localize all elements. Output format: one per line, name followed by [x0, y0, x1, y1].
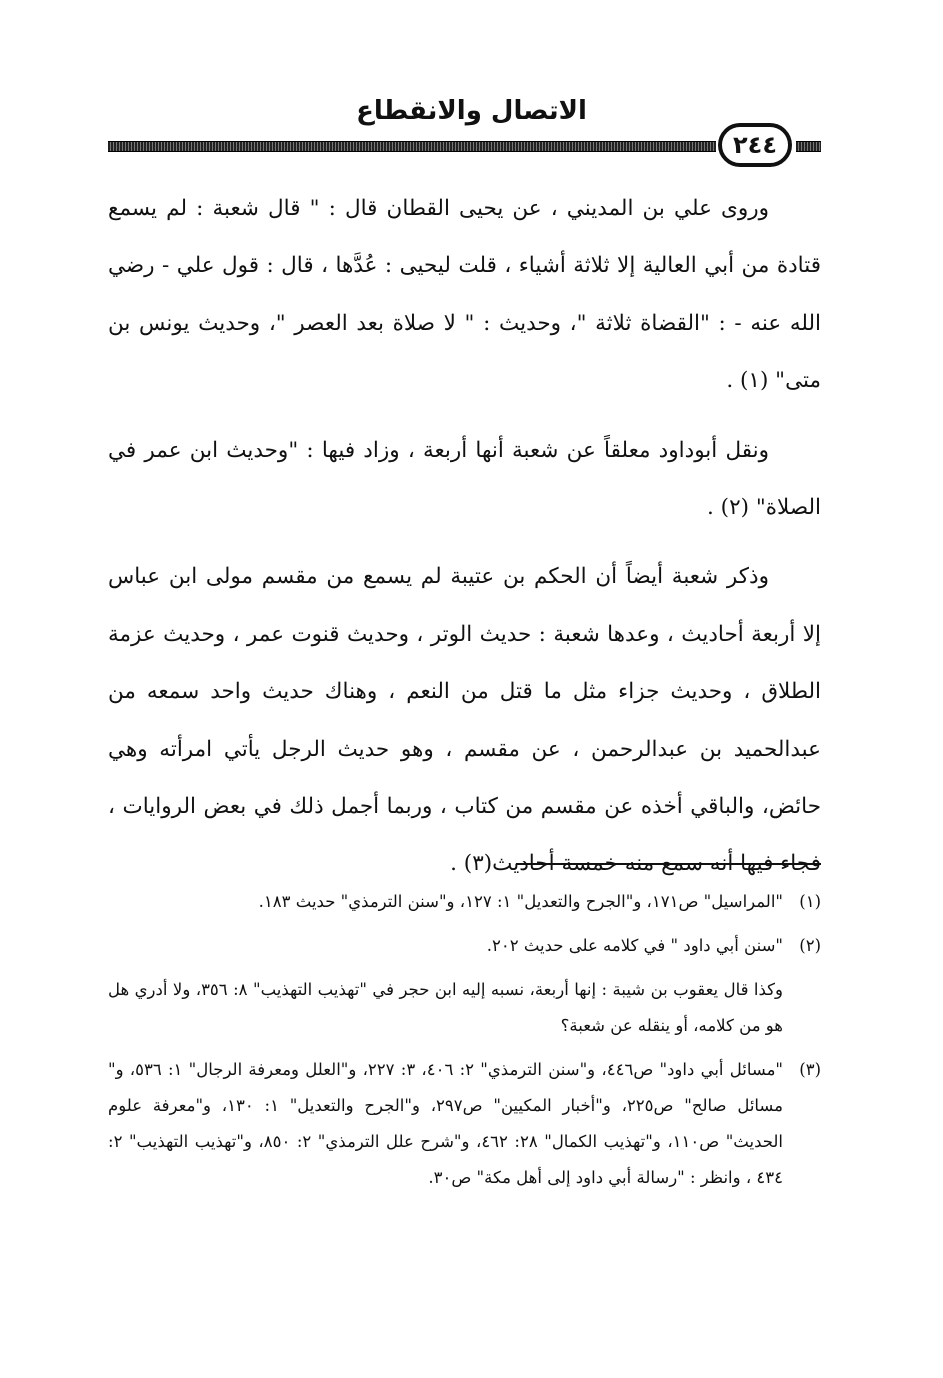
- footnote-separator: [516, 863, 821, 865]
- header-rule-left: [108, 141, 716, 152]
- footnote-continuation: وكذا قال يعقوب بن شيبة : إنها أربعة، نسبه إليه ابن حجر في "تهذيب التهذيب" ٨: ٣٥٦، ولا أدري هل هو من كلامه، أو ينقله عن شعبة؟: [108, 980, 783, 1035]
- paragraph: وروى علي بن المديني ، عن يحيى القطان قال : " قال شعبة : لم يسمع قتادة من أبي العالية إلا ثلاثة أشياء ، قلت ليحيى : عُدَّها ، قال : قول علي - رضي الله عنه - : "القضاة ثلاثة "، وحديث : " لا صلاة بعد العصر "، وحديث يونس بن متى" (١) .: [108, 196, 821, 394]
- footnote-number: (٢): [799, 936, 821, 955]
- page-number-badge: ٢٤٤: [718, 123, 792, 167]
- main-text: [108, 180, 821, 905]
- footnote-text: "سنن أبي داود " في كلامه على حديث ٢٠٢.: [486, 936, 783, 955]
- running-header-title: الاتصال والانقطاع: [356, 96, 587, 126]
- footnote: [108, 884, 821, 920]
- footnote-text: "مسائل أبي داود" ص٤٤٦، و"سنن الترمذي" ٢: ٤٠٦، ٣: ٢٢٧، و"العلل ومعرفة الرجال" ١: ٥٣٦، و" مسائل صالح" ص٢٢٥، و"أخبار المكيين" ص٢٩٧، و"الجرح والتعديل" ١: ١٣٠، و"معرفة علوم الحديث" ص١١٠، و"تهذيب الكمال" ٢٨: ٤٦٢، و"شرح علل الترمذي" ٢: ٨٥٠، و"تهذيب التهذيب" ٢: ٤٣٤ ، وانظر : "رسالة أبي داود إلى أهل مكة" ص٣٠.: [108, 1060, 784, 1187]
- header-rule-right: [796, 141, 821, 152]
- paragraph: وذكر شعبة أيضاً أن الحكم بن عتيبة لم يسمع من مقسم مولى ابن عباس إلا أربعة أحاديث ، وعدها شعبة : حديث الوتر ، وحديث قنوت عمر ، وحديث عزمة الطلاق ، وحديث جزاء مثل ما قتل من النعم ، وهناك حديث واحد سمعه من عبدالحميد بن عبدالرحمن ، عن مقسم ، وهو حديث الرجل يأتي امرأته وهي حائض، والباقي أخذه عن مقسم من كتاب ، وربما أجمل ذلك في بعض الروايات ، فجاء فيها أنه سمع منه خمسة أحاديث(٣) .: [108, 564, 821, 877]
- footnote: [108, 1052, 821, 1196]
- footnote: [108, 928, 821, 964]
- footnotes: [108, 884, 821, 1204]
- paragraph: ونقل أبوداود معلقاً عن شعبة أنها أربعة ، وزاد فيها : "وحديث ابن عمر في الصلاة" (٢) .: [108, 437, 821, 521]
- footnote-number: (٣): [799, 1060, 821, 1079]
- footnote-text: "المراسيل" ص١٧١، و"الجرح والتعديل" ١: ١٢٧، و"سنن الترمذي" حديث ١٨٣.: [258, 892, 783, 911]
- footnote-number: (١): [799, 892, 821, 911]
